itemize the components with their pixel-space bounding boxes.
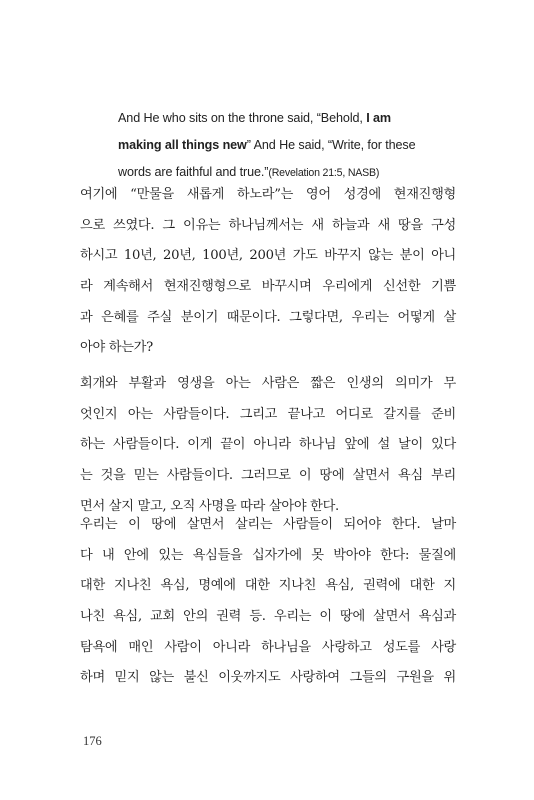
paragraph-line: 는 것을 믿는 사람들이다. 그러므로 이 땅에 살면서 욕심 부리	[80, 468, 456, 484]
quote-line-2-text: ” And He said, “Write, for these	[246, 138, 416, 152]
paragraph-2	[80, 369, 456, 522]
scripture-quote	[118, 105, 418, 187]
quote-line-1	[118, 105, 418, 132]
paragraph-line: 면서 살지 말고, 오직 사명을 따라 살아야 한다.	[80, 498, 339, 514]
paragraph-line: 하며 믿지 않는 불신 이웃까지도 사랑하여 그들의 구원을 위	[80, 670, 456, 686]
quote-line-2-bold: making all things new	[118, 138, 247, 152]
paragraph-line: 우리는 이 땅에 살면서 살리는 사람들이 되어야 한다. 날마	[80, 517, 456, 532]
paragraph-line: 으로 쓰였다. 그 이유는 하나님께서는 새 하늘과 새 땅을 구성	[80, 217, 456, 233]
paragraph-line: 엇인지 아는 사람들이다. 그리고 끝나고 어디로 갈지를 준비	[80, 406, 456, 422]
scripture-reference: (Revelation 21:5, NASB)	[268, 167, 380, 179]
paragraph-line: 회개와 부활과 영생을 아는 사람은 짧은 인생의 의미가 무	[80, 376, 456, 391]
paragraph-line: 하시고 10년, 20년, 100년, 200년 가도 바꾸지 않는 분이 아니	[80, 248, 456, 264]
quote-line-1-bold: I am	[366, 111, 392, 125]
quote-line-1-text: And He who sits on the throne said, “Behold,	[118, 111, 367, 125]
quote-line-2	[118, 132, 418, 159]
paragraph-line: 탐욕에 매인 사람이 아니라 하나님을 사랑하고 성도를 사랑	[80, 639, 456, 655]
paragraph-3	[80, 510, 456, 694]
paragraph-line: 아야 하는가?	[80, 340, 153, 356]
paragraph-line: 나친 욕심, 교회 안의 권력 등. 우리는 이 땅에 살면서 욕심과	[80, 609, 456, 625]
page-number: 176	[83, 734, 102, 748]
paragraph-line: 하는 사람들이다. 이게 끝이 아니라 하나님 앞에 설 날이 있다	[80, 437, 456, 453]
paragraph-line: 과 은혜를 주실 분이기 때문이다. 그렇다면, 우리는 어떻게 살	[80, 309, 456, 325]
paragraph-line: 여기에 “만물을 새롭게 하노라”는 영어 성경에 현재진행형	[80, 187, 456, 202]
paragraph-line: 다 내 안에 있는 욕심들을 십자가에 못 박아야 한다: 물질에	[80, 547, 456, 563]
paragraph-line: 라 계속해서 현재진행형으로 바꾸시며 우리에게 신선한 기쁨	[80, 279, 456, 295]
paragraph-1	[80, 180, 456, 364]
quote-line-3-text: words are faithful and true.”	[118, 165, 269, 179]
paragraph-line: 대한 지나친 욕심, 명예에 대한 지나친 욕심, 권력에 대한 지	[80, 578, 456, 594]
